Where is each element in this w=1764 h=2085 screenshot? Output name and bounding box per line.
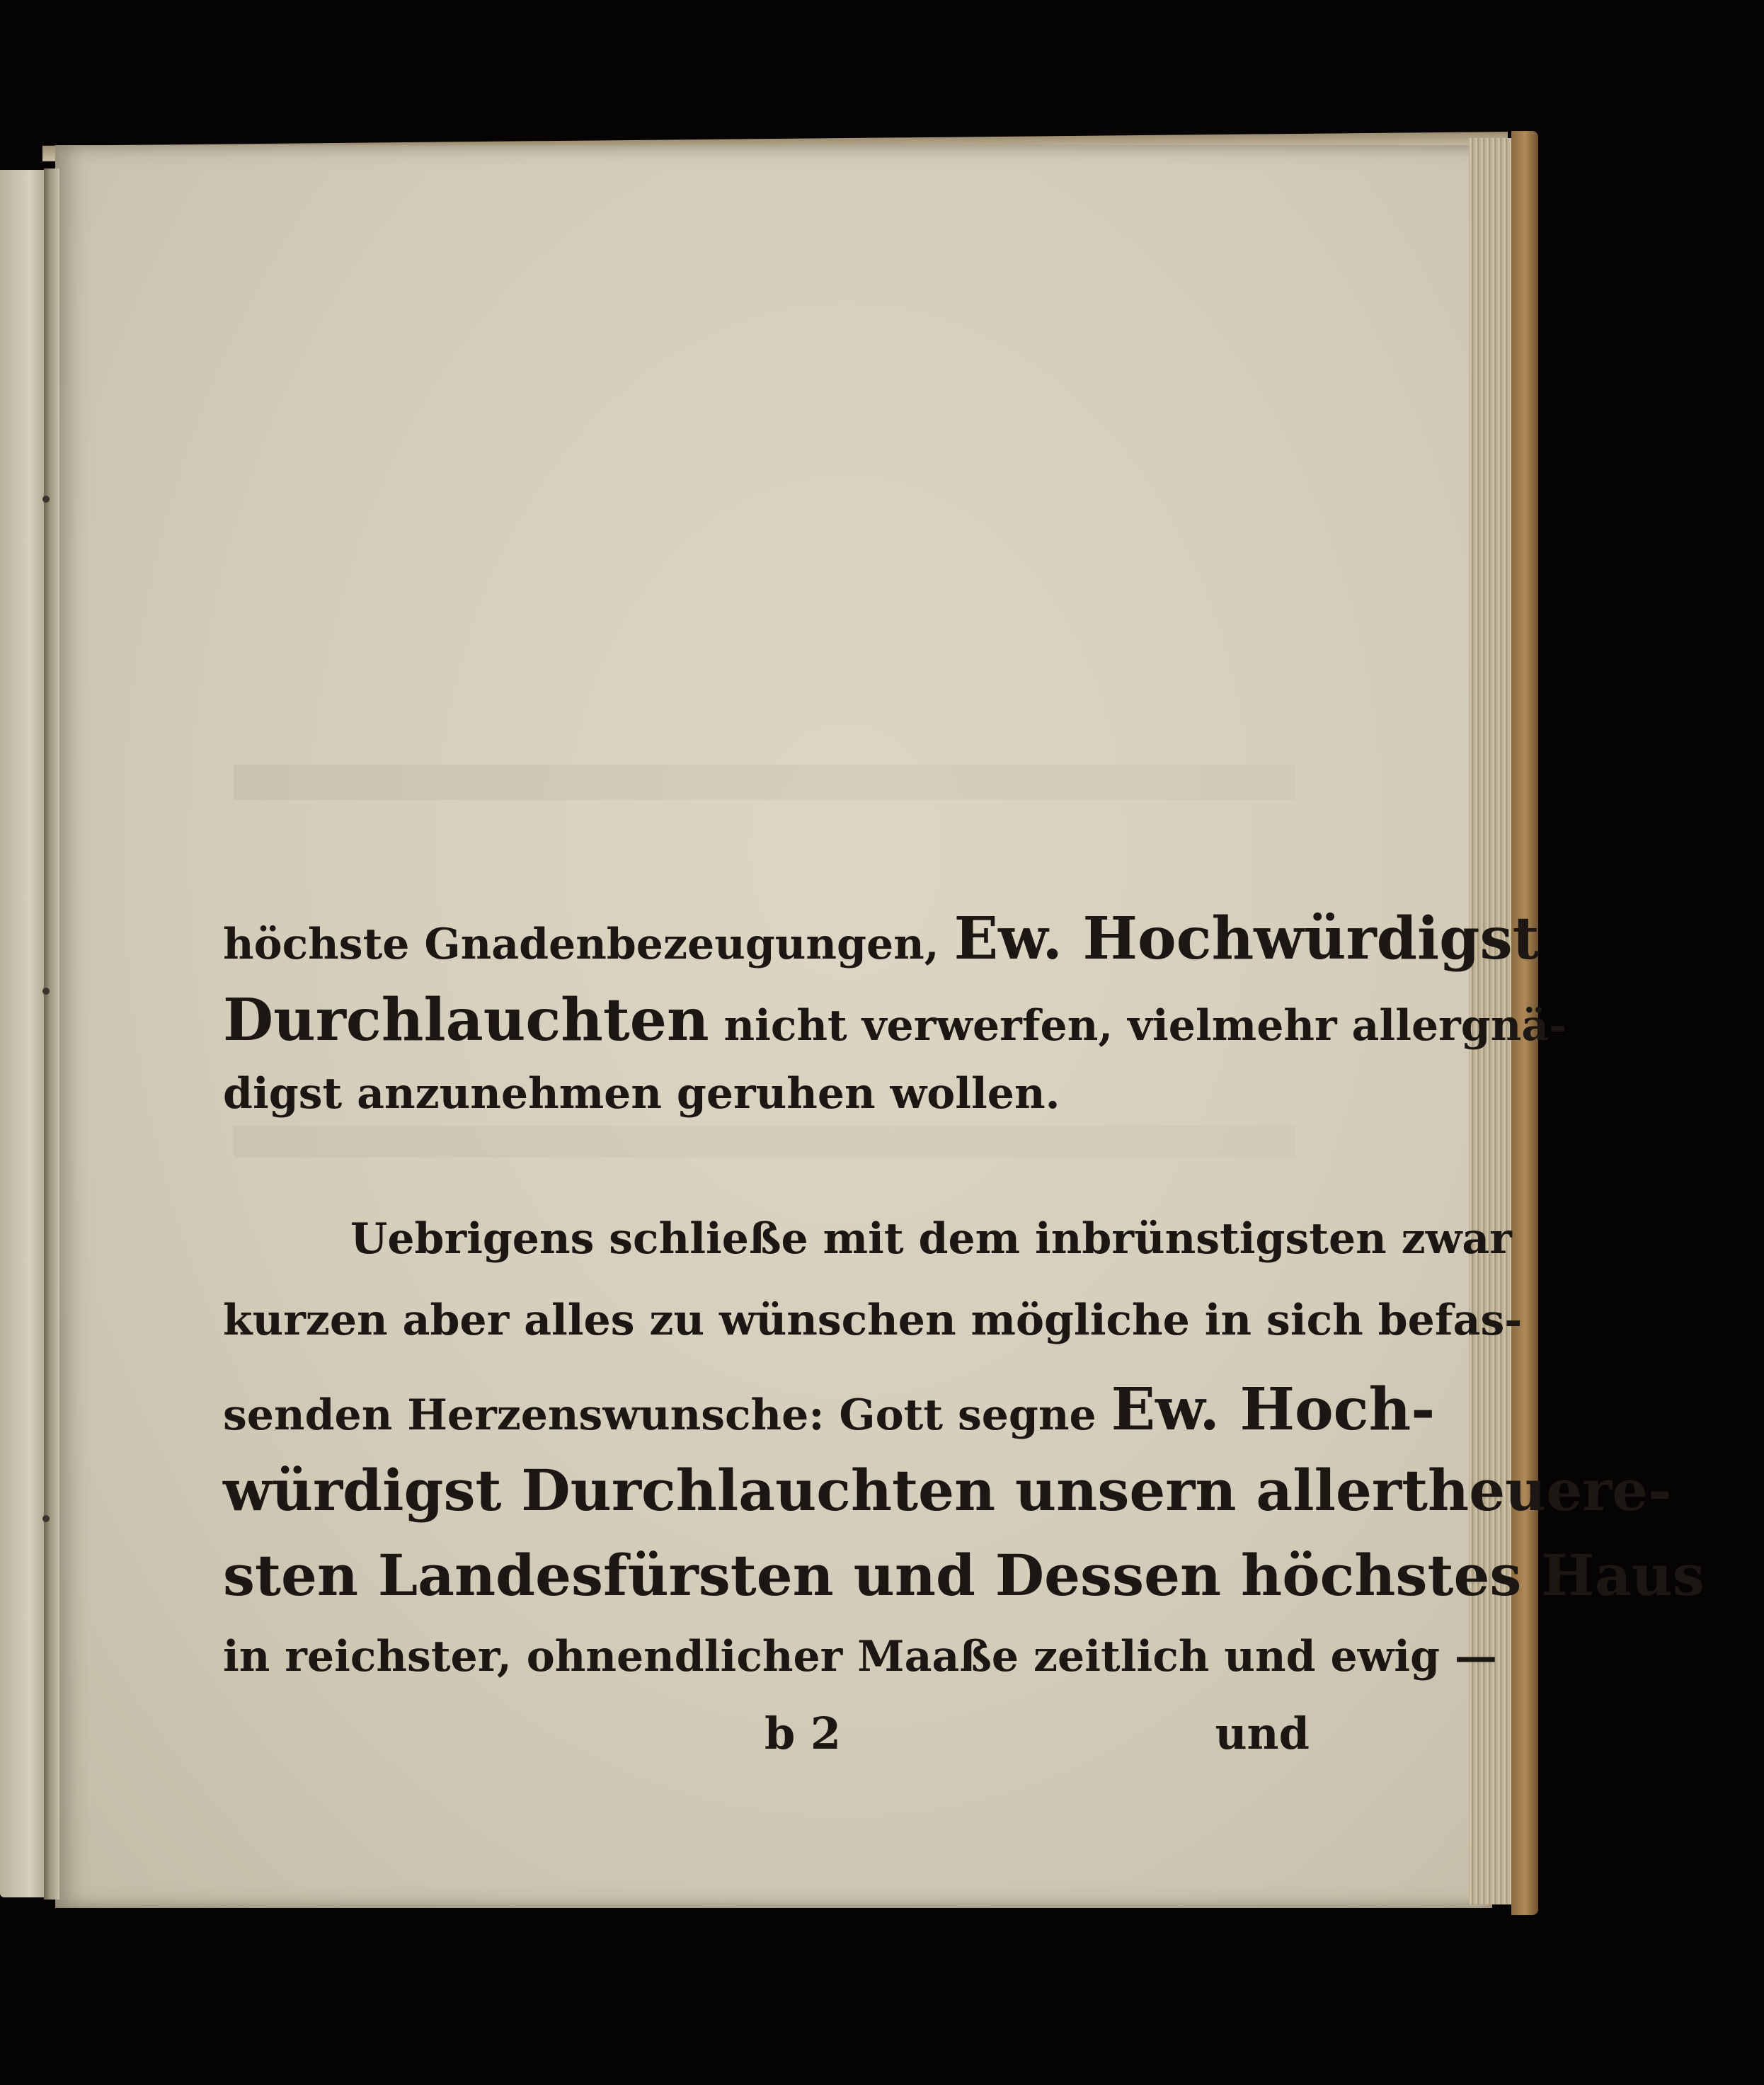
binding-gutter [44,168,59,1900]
catchword: und [1215,1708,1310,1759]
paragraph-first-line: Uebrigens schließe mit dem inbrünstigsten zwar [350,1214,1512,1264]
text-line: würdigst Durchlauchten unsern allertheuere- [223,1457,1672,1524]
text-line: digst anzunehmen geruhen wollen. [223,1069,1060,1119]
signature-mark: b 2 [764,1708,842,1759]
binding-stitch [42,496,50,503]
previous-page-edge [0,170,50,1897]
text-line: höchste Gnadenbezeugungen, Ew. Hochwürdigst [223,905,1540,973]
binding-stitch [42,988,50,995]
text-line: sten Landesfürsten und Dessen höchstes Haus [223,1542,1705,1609]
text-line: Durchlauchten nicht verwerfen, vielmehr allergnä- [223,986,1567,1054]
binding-stitch [42,1515,50,1522]
text-line: kurzen aber alles zu wünschen mögliche in sich befas- [223,1296,1523,1345]
text-line: in reichster, ohnendlicher Maaße zeitlich und ewig — [223,1632,1497,1681]
text-line: senden Herzenswunsche: Gott segne Ew. Hoch- [223,1376,1436,1444]
show-through-stain [234,765,1295,800]
page-footer [223,1708,1310,1764]
show-through-stain [234,1126,1295,1158]
